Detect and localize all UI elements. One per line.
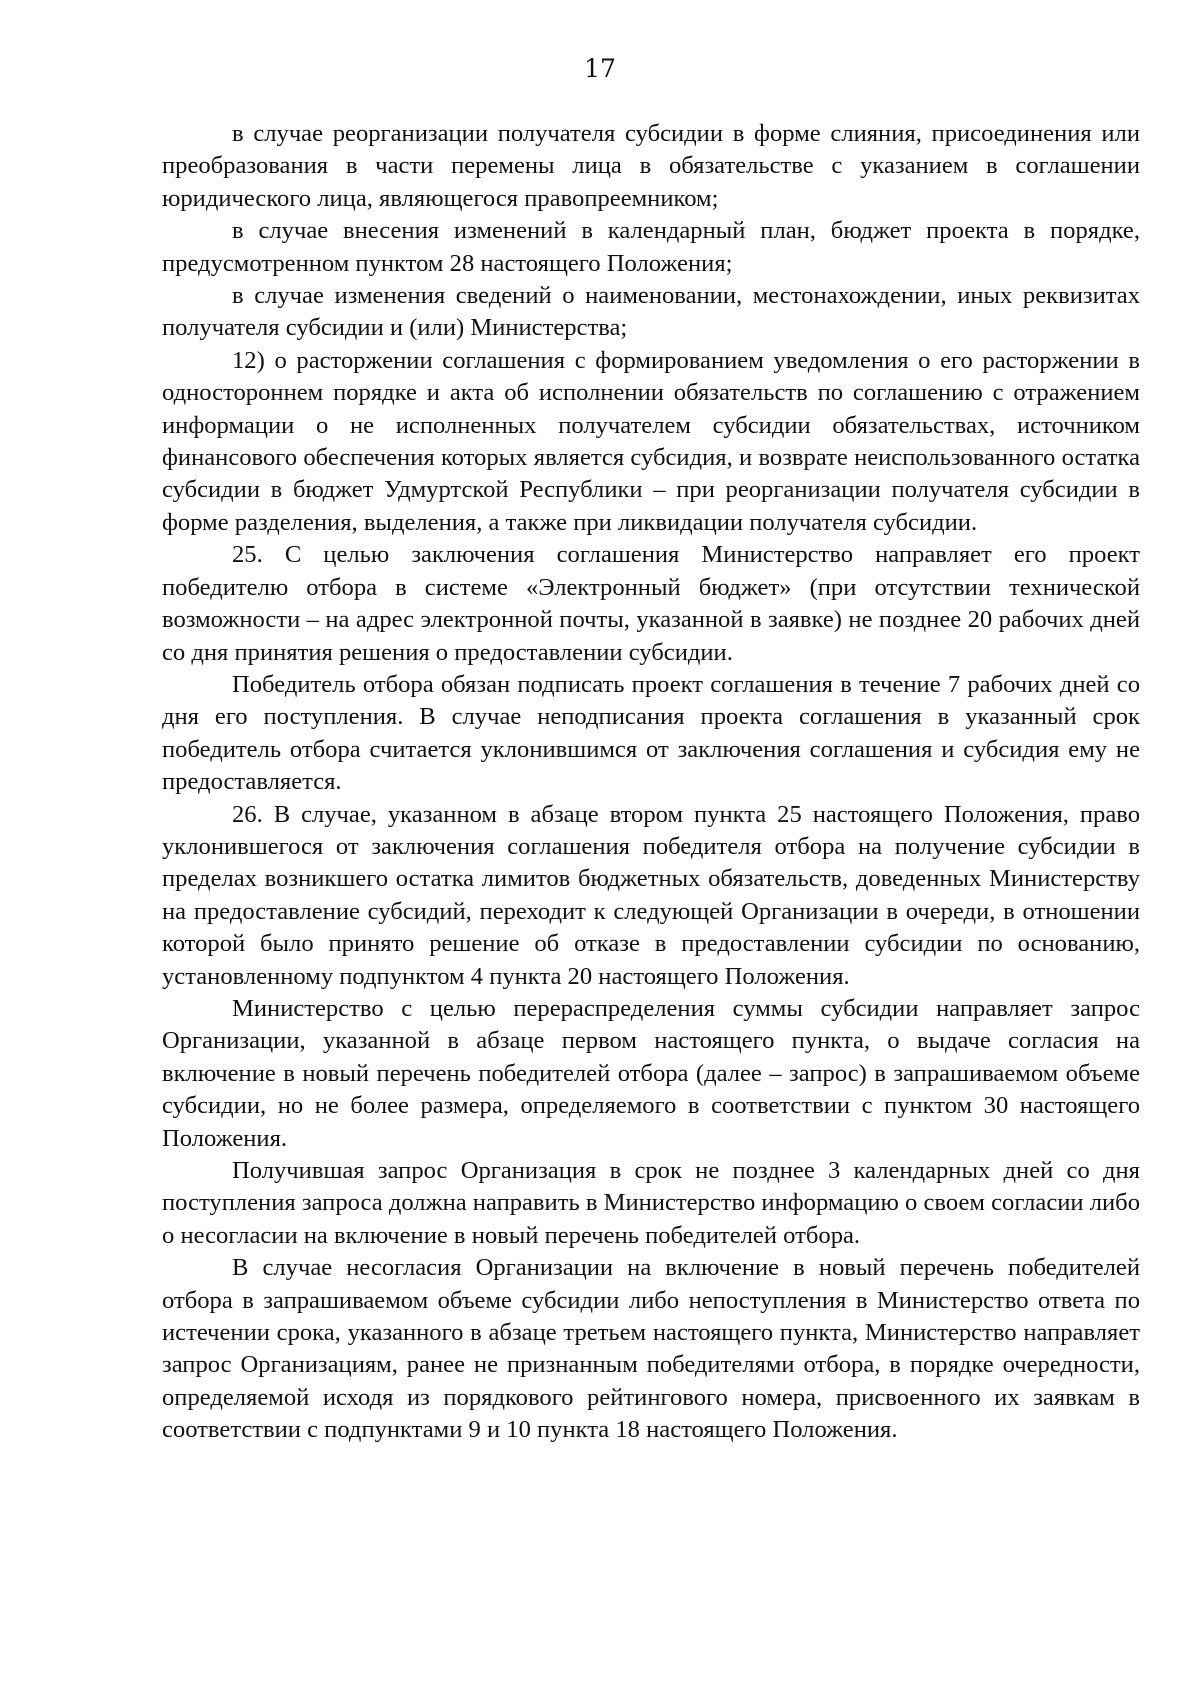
paragraph-winner-signing: Победитель отбора обязан подписать проект соглашения в течение 7 рабочих дней со дня его поступления. В случае неподписания проекта соглашения в указанный срок победитель отбора считается уклонившимся от заключения соглашения и субсидия ему не предоставляется. bbox=[162, 670, 1140, 796]
page-number: 17 bbox=[584, 54, 616, 83]
paragraph-item-12-termination: 12) о расторжении соглашения с формированием уведомления о его расторжении в одностороннем порядке и акта об исполнении обязательств по соглашению с отражением информации о не исполненных получателем субсидии обязательствах, источником финансового обеспечения которых является субсидия, и возврате неиспользованного остатка субсидии в бюджет Удмуртской Республики – при реорганизации получателя субсидии в форме разделения, выделения, а также при ликвидации получателя субсидии. bbox=[162, 346, 1140, 536]
paragraph-section-26: 26. В случае, указанном в абзаце втором пункта 25 настоящего Положения, право уклонившегося от заключения соглашения победителя отбора на получение субсидии в пределах возникшего остатка лимитов бюджетных обязательств, доведенных Министерству на предоставление субсидий, переходит к следующей Организации в очереди, в отношении которой было принято решение об отказе в предоставлении субсидии по основанию, установленному подпунктом 4 пункта 20 настоящего Положения. bbox=[162, 800, 1140, 990]
paragraph-section-25: 25. С целью заключения соглашения Министерство направляет его проект победителю отбора в системе «Электронный бюджет» (при отсутствии технической возможности – на адрес электронной почты, указанной в заявке) не позднее 20 рабочих дней со дня принятия решения о предоставлении субсидии. bbox=[162, 541, 1140, 666]
paragraph-redistribution-request: Министерство с целью перераспределения суммы субсидии направляет запрос Организации, указанной в абзаце первом настоящего пункта, о выдаче согласия на включение в новый перечень победителей отбора (далее – запрос) в запрашиваемом объеме субсидии, но не более размера, определяемого в соответствии с пунктом 30 настоящего Положения. bbox=[162, 994, 1140, 1152]
document-body bbox=[162, 118, 1140, 1447]
paragraph-details-changes: в случае изменения сведений о наименовании, местонахождении, иных реквизитах получателя субсидии и (или) Министерства; bbox=[162, 282, 1140, 342]
paragraph-calendar-plan-changes: в случае внесения изменений в календарный план, бюджет проекта в порядке, предусмотренном пунктом 28 настоящего Положения; bbox=[162, 217, 1140, 277]
paragraph-consent-response: Получившая запрос Организация в срок не позднее 3 календарных дней со дня поступления запроса должна направить в Министерство информацию о своем согласии либо о несогласии на включение в новый перечень победителей отбора. bbox=[162, 1157, 1140, 1249]
paragraph-disagreement-case: В случае несогласия Организации на включение в новый перечень победителей отбора в запрашиваемом объеме субсидии либо непоступления в Министерство ответа по истечении срока, указанного в абзаце третьем настоящего пункта, Министерство направляет запрос Организациям, ранее не признанным победителями отбора, в порядке очередности, определяемой исходя из порядкового рейтингового номера, присвоенного их заявкам в соответствии с подпунктами 9 и 10 пункта 18 настоящего Положения. bbox=[162, 1254, 1140, 1444]
paragraph-reorganization-merger: в случае реорганизации получателя субсидии в форме слияния, присоединения или преобразования в части перемены лица в обязательстве с указанием в соглашении юридического лица, являющегося правопреемником; bbox=[162, 120, 1140, 212]
